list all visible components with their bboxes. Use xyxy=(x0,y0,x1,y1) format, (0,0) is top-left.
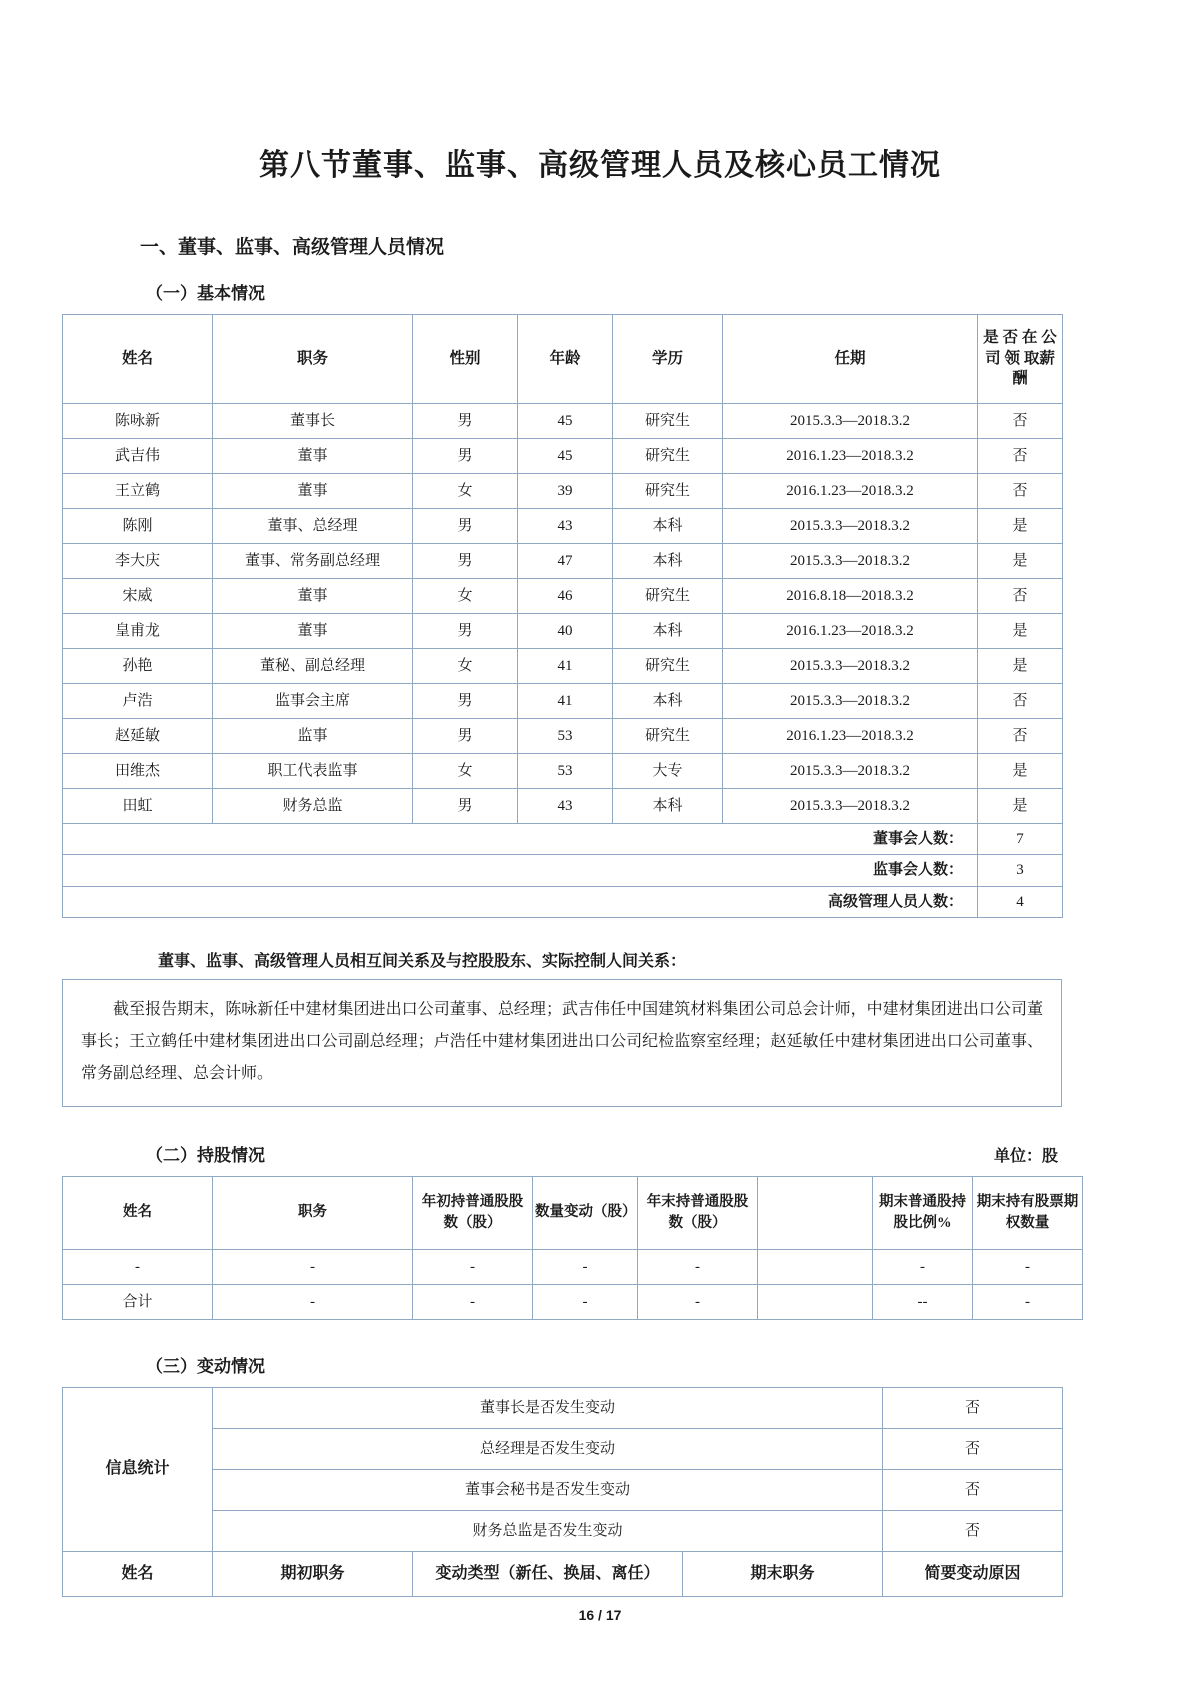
table-row xyxy=(63,404,1063,439)
th-share-ratio: 期末普通股持股比例% xyxy=(873,1176,973,1249)
cell-education: 本科 xyxy=(613,544,723,579)
cell-position: 董秘、副总经理 xyxy=(213,649,413,684)
cell-name: 李大庆 xyxy=(63,544,213,579)
table-row xyxy=(63,1469,1063,1510)
cell-education: 研究生 xyxy=(613,719,723,754)
table-row xyxy=(63,1387,1063,1428)
page-title: 第八节董事、监事、高级管理人员及核心员工情况 xyxy=(259,149,941,182)
cell-term: 2016.1.23—2018.3.2 xyxy=(723,439,978,474)
cell-shares-end: - xyxy=(638,1284,758,1319)
summary-row xyxy=(63,855,1063,886)
change-item: 总经理是否发生变动 xyxy=(213,1428,883,1469)
table-row xyxy=(63,649,1063,684)
cell-education: 研究生 xyxy=(613,439,723,474)
cell-paid: 否 xyxy=(978,684,1063,719)
table-row xyxy=(63,1428,1063,1469)
cell-term: 2016.1.23—2018.3.2 xyxy=(723,614,978,649)
cell-education: 研究生 xyxy=(613,474,723,509)
th-change-type: 变动类型（新任、换届、离任） xyxy=(413,1551,683,1596)
cell-shares-start: - xyxy=(413,1249,533,1284)
cell-gender: 男 xyxy=(413,544,518,579)
table-row xyxy=(63,719,1063,754)
cell-position: 职工代表监事 xyxy=(213,754,413,789)
th-position: 职务 xyxy=(213,315,413,404)
th-term: 任期 xyxy=(723,315,978,404)
table-row xyxy=(63,754,1063,789)
summary-value: 3 xyxy=(978,855,1063,886)
holding-section-head xyxy=(62,1141,1062,1166)
cell-name: 赵延敏 xyxy=(63,719,213,754)
cell-term: 2016.1.23—2018.3.2 xyxy=(723,719,978,754)
th-name: 姓名 xyxy=(63,1176,213,1249)
th-education: 学历 xyxy=(613,315,723,404)
cell-gender: 男 xyxy=(413,614,518,649)
th-shares-start: 年初持普通股股数（股） xyxy=(413,1176,533,1249)
table-row xyxy=(63,474,1063,509)
cell-age: 45 xyxy=(518,439,613,474)
cell-name: 田维杰 xyxy=(63,754,213,789)
th-share-change: 数量变动（股） xyxy=(533,1176,638,1249)
cell-age: 43 xyxy=(518,509,613,544)
cell-position: 财务总监 xyxy=(213,789,413,824)
cell-paid: 是 xyxy=(978,614,1063,649)
cell-term: 2015.3.3—2018.3.2 xyxy=(723,404,978,439)
cell-gender: 女 xyxy=(413,579,518,614)
table-row xyxy=(63,1510,1063,1551)
th-gender: 性别 xyxy=(413,315,518,404)
cell-name: 武吉伟 xyxy=(63,439,213,474)
cell-position: 监事会主席 xyxy=(213,684,413,719)
cell-age: 40 xyxy=(518,614,613,649)
cell-position: 董事、常务副总经理 xyxy=(213,544,413,579)
table-row xyxy=(63,614,1063,649)
cell-education: 本科 xyxy=(613,684,723,719)
cell-position: - xyxy=(213,1249,413,1284)
cell-age: 41 xyxy=(518,649,613,684)
cell-age: 39 xyxy=(518,474,613,509)
cell-age: 53 xyxy=(518,754,613,789)
summary-label: 董事会人数： xyxy=(63,824,978,855)
cell-name: 孙艳 xyxy=(63,649,213,684)
cell-position: 董事 xyxy=(213,474,413,509)
cell-name: 王立鹤 xyxy=(63,474,213,509)
cell-position: 董事长 xyxy=(213,404,413,439)
th-option-count: 期末持有股票期权数量 xyxy=(973,1176,1083,1249)
summary-value: 7 xyxy=(978,824,1063,855)
table-header-row xyxy=(63,315,1063,404)
cell-paid: 否 xyxy=(978,719,1063,754)
change-item: 董事会秘书是否发生变动 xyxy=(213,1469,883,1510)
th-age: 年龄 xyxy=(518,315,613,404)
th-paid: 是 否 在 公司 领 取薪酬 xyxy=(978,315,1063,404)
subsection-heading-holding: （二）持股情况 xyxy=(146,1145,265,1165)
cell-term: 2015.3.3—2018.3.2 xyxy=(723,754,978,789)
holding-unit-label: 单位：股 xyxy=(993,1147,1058,1165)
table-row xyxy=(63,1284,1083,1319)
relation-paragraph-box xyxy=(62,979,1062,1107)
cell-name: - xyxy=(63,1249,213,1284)
cell-gender: 男 xyxy=(413,719,518,754)
cell-paid: 否 xyxy=(978,439,1063,474)
cell-gender: 女 xyxy=(413,474,518,509)
cell-term: 2015.3.3—2018.3.2 xyxy=(723,649,978,684)
change-value: 否 xyxy=(883,1469,1063,1510)
cell-gender: 男 xyxy=(413,404,518,439)
basic-info-table xyxy=(62,314,1063,918)
cell-position: 董事 xyxy=(213,579,413,614)
cell-education: 本科 xyxy=(613,789,723,824)
cell-education: 大专 xyxy=(613,754,723,789)
cell-paid: 是 xyxy=(978,649,1063,684)
cell-option-count: - xyxy=(973,1249,1083,1284)
th-end-position: 期末职务 xyxy=(683,1551,883,1596)
th-position: 职务 xyxy=(213,1176,413,1249)
info-stats-label: 信息统计 xyxy=(63,1387,213,1551)
cell-name: 皇甫龙 xyxy=(63,614,213,649)
section-heading-1: 一、董事、监事、高级管理人员情况 xyxy=(140,237,445,258)
th-start-position: 期初职务 xyxy=(213,1551,413,1596)
th-name: 姓名 xyxy=(63,1551,213,1596)
cell-share-change: - xyxy=(533,1249,638,1284)
table-row xyxy=(63,1249,1083,1284)
cell-name: 卢浩 xyxy=(63,684,213,719)
cell-option-count: - xyxy=(973,1284,1083,1319)
cell-position: - xyxy=(213,1284,413,1319)
cell-gender: 男 xyxy=(413,439,518,474)
cell-gender: 男 xyxy=(413,509,518,544)
cell-term: 2015.3.3—2018.3.2 xyxy=(723,789,978,824)
cell-shares-start: - xyxy=(413,1284,533,1319)
table-header-row xyxy=(63,1176,1083,1249)
summary-label: 高级管理人员人数： xyxy=(63,886,978,917)
cell-paid: 是 xyxy=(978,789,1063,824)
table-row xyxy=(63,789,1063,824)
cell-term: 2015.3.3—2018.3.2 xyxy=(723,544,978,579)
cell-name: 合计 xyxy=(63,1284,213,1319)
cell-gender: 女 xyxy=(413,754,518,789)
summary-label: 监事会人数： xyxy=(63,855,978,886)
cell-paid: 是 xyxy=(978,754,1063,789)
table-row xyxy=(63,579,1063,614)
cell-term: 2015.3.3—2018.3.2 xyxy=(723,684,978,719)
cell-paid: 是 xyxy=(978,509,1063,544)
summary-row xyxy=(63,886,1063,917)
cell-position: 董事 xyxy=(213,439,413,474)
cell-share-ratio: - xyxy=(873,1249,973,1284)
cell-age: 45 xyxy=(518,404,613,439)
change-item: 财务总监是否发生变动 xyxy=(213,1510,883,1551)
table-row xyxy=(63,439,1063,474)
cell-gender: 男 xyxy=(413,789,518,824)
cell-gender: 男 xyxy=(413,684,518,719)
page-number: 16 / 17 xyxy=(578,1607,622,1623)
cell-education: 本科 xyxy=(613,509,723,544)
cell-education: 研究生 xyxy=(613,649,723,684)
th-blank xyxy=(758,1176,873,1249)
cell-shares-end: - xyxy=(638,1249,758,1284)
summary-row xyxy=(63,824,1063,855)
subsection-heading-basic: （一）基本情况 xyxy=(146,284,265,303)
relation-note: 董事、监事、高级管理人员相互间关系及与控股股东、实际控制人间关系： xyxy=(158,952,687,970)
cell-name: 陈咏新 xyxy=(63,404,213,439)
cell-age: 43 xyxy=(518,789,613,824)
cell-education: 研究生 xyxy=(613,404,723,439)
cell-share-ratio: -- xyxy=(873,1284,973,1319)
table-row xyxy=(63,684,1063,719)
cell-education: 研究生 xyxy=(613,579,723,614)
change-table xyxy=(62,1387,1063,1597)
table-row xyxy=(63,509,1063,544)
cell-share-change: - xyxy=(533,1284,638,1319)
cell-term: 2015.3.3—2018.3.2 xyxy=(723,509,978,544)
change-value: 否 xyxy=(883,1387,1063,1428)
cell-blank xyxy=(758,1249,873,1284)
cell-age: 46 xyxy=(518,579,613,614)
th-name: 姓名 xyxy=(63,315,213,404)
cell-blank xyxy=(758,1284,873,1319)
cell-gender: 女 xyxy=(413,649,518,684)
cell-position: 监事 xyxy=(213,719,413,754)
cell-age: 53 xyxy=(518,719,613,754)
cell-paid: 是 xyxy=(978,544,1063,579)
cell-education: 本科 xyxy=(613,614,723,649)
cell-position: 董事、总经理 xyxy=(213,509,413,544)
table-header-row xyxy=(63,1551,1063,1596)
cell-name: 田虹 xyxy=(63,789,213,824)
cell-paid: 否 xyxy=(978,579,1063,614)
holding-table xyxy=(62,1176,1083,1320)
table-row xyxy=(63,544,1063,579)
cell-term: 2016.1.23—2018.3.2 xyxy=(723,474,978,509)
relation-paragraph: 截至报告期末，陈咏新任中建材集团进出口公司董事、总经理；武吉伟任中国建筑材料集团公司总会计师，中建材集团进出口公司董事长；王立鹤任中建材集团进出口公司副总经理；卢浩任中建材集团进出口公司纪检监察室经理；赵延敏任中建材集团进出口公司董事、常务副总经理、总会计师。 xyxy=(81,1000,1043,1082)
change-value: 否 xyxy=(883,1428,1063,1469)
cell-name: 陈刚 xyxy=(63,509,213,544)
change-value: 否 xyxy=(883,1510,1063,1551)
cell-paid: 否 xyxy=(978,474,1063,509)
cell-paid: 否 xyxy=(978,404,1063,439)
cell-name: 宋威 xyxy=(63,579,213,614)
cell-term: 2016.8.18—2018.3.2 xyxy=(723,579,978,614)
summary-value: 4 xyxy=(978,886,1063,917)
change-item: 董事长是否发生变动 xyxy=(213,1387,883,1428)
cell-age: 41 xyxy=(518,684,613,719)
cell-age: 47 xyxy=(518,544,613,579)
th-change-reason: 简要变动原因 xyxy=(883,1551,1063,1596)
subsection-heading-change: （三）变动情况 xyxy=(146,1356,265,1376)
cell-position: 董事 xyxy=(213,614,413,649)
th-shares-end: 年末持普通股股数（股） xyxy=(638,1176,758,1249)
